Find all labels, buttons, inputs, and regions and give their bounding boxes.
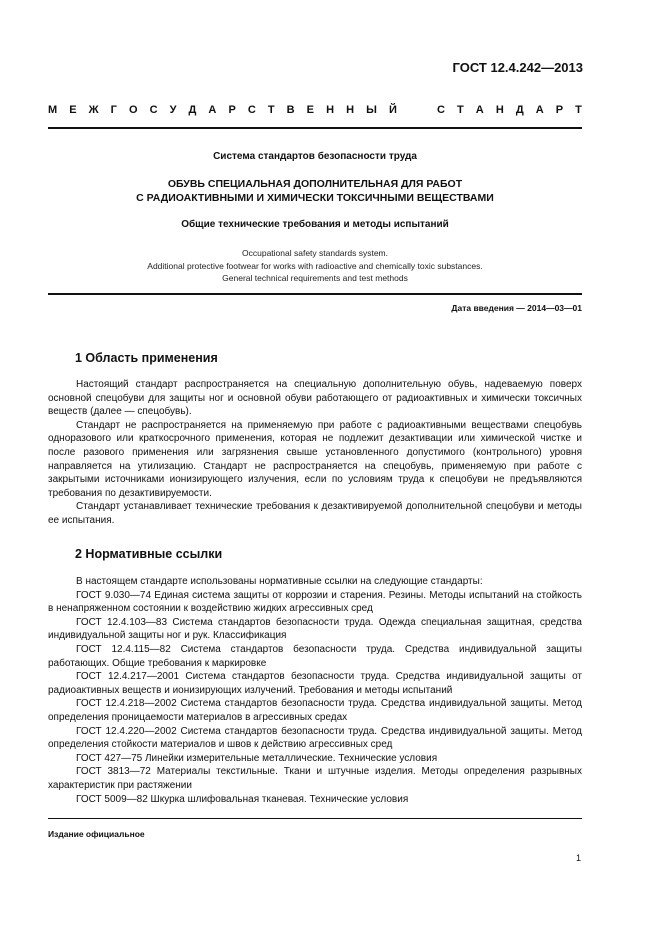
reference-item: ГОСТ 9.030—74 Единая система защиты от коррозии и старения. Резины. Методы испытаний на стойкость в ненапряженном состоянии к воздействию жидких агрессивных сред — [48, 589, 582, 615]
english-title — [48, 247, 582, 285]
english-line-2: Additional protective footwear for works with radioactive and chemically toxic substances. — [147, 260, 483, 271]
title-rule — [48, 293, 582, 295]
banner-letter: У — [169, 104, 177, 116]
reference-item: ГОСТ 12.4.103—83 Система стандартов безопасности труда. Одежда специальная защитная, средства индивидуальной защиты ног и рук. Классификация — [48, 616, 582, 642]
english-line-3: General technical requirements and test methods — [222, 273, 408, 283]
standards-series: Система стандартов безопасности труда — [213, 151, 417, 162]
banner-letter: В — [286, 104, 295, 116]
reference-item: ГОСТ 3813—72 Материалы текстильные. Ткани и штучные изделия. Методы определения разрывных характеристик при растяжении — [48, 766, 582, 791]
reference-item: ГОСТ 12.4.218—2002 Система стандартов безопасности труда. Средства индивидуальной защиты. Метод определения проницаемости материалов в агрессивных средах — [48, 698, 582, 723]
banner-letter: Й — [388, 104, 397, 116]
page-number: 1 — [575, 853, 581, 863]
banner-word-gap — [409, 104, 425, 116]
introduction-date: Дата введения — 2014—03—01 — [451, 303, 582, 313]
section-2-heading: 2 Нормативные ссылки — [75, 547, 223, 561]
banner-letter: Д — [515, 104, 524, 116]
banner-letter: С — [149, 104, 158, 116]
header-rule — [48, 127, 582, 129]
english-line-1: Occupational safety standards system. — [242, 248, 388, 258]
document-subtitle: Общие технические требования и методы испытаний — [181, 219, 449, 230]
section-2-body — [48, 575, 582, 806]
reference-item: ГОСТ 12.4.217—2001 Система стандартов безопасности труда. Средства индивидуальной защиты от радиоактивных веществ и ионизирующих излучений. Требования и методы испытаний — [48, 671, 582, 696]
banner-letter: Н — [326, 104, 335, 116]
banner-letter: С — [247, 104, 256, 116]
banner-letter: Н — [495, 104, 504, 116]
interstate-standard-banner — [48, 104, 582, 116]
banner-letter: О — [128, 104, 138, 116]
banner-letter: Е — [69, 104, 77, 116]
section-1-heading: 1 Область применения — [75, 351, 218, 365]
title-line-2: С РАДИОАКТИВНЫМИ И ХИМИЧЕСКИ ТОКСИЧНЫМИ ВЕЩЕСТВАМИ — [136, 192, 494, 204]
banner-letter: Ж — [88, 104, 99, 116]
banner-letter: Д — [188, 104, 197, 116]
banner-letter: М — [48, 104, 58, 116]
banner-letter: С — [436, 104, 445, 116]
banner-letter: А — [535, 104, 544, 116]
banner-letter: Г — [110, 104, 117, 116]
banner-letter: А — [208, 104, 217, 116]
banner-letter: Т — [267, 104, 275, 116]
reference-item: ГОСТ 5009—82 Шкурка шлифовальная тканевая. Технические условия — [76, 793, 409, 805]
section-1-paragraph: Настоящий стандарт распространяется на специальную дополнительную обувь, надеваемую поверх основной спецобуви для защиты ног и основной обуви работающего от радиоактивных и химически токсичных веществ (далее — спецобувь). — [48, 379, 582, 418]
banner-letter: Е — [306, 104, 315, 116]
banner-letter: Р — [555, 104, 564, 116]
banner-letter: Р — [228, 104, 236, 116]
banner-letter: Н — [346, 104, 355, 116]
title-line-1: ОБУВЬ СПЕЦИАЛЬНАЯ ДОПОЛНИТЕЛЬНАЯ ДЛЯ РАБОТ — [167, 178, 463, 190]
official-edition-label: Издание официальное — [48, 829, 145, 839]
document-title — [48, 177, 582, 205]
reference-item: ГОСТ 427—75 Линейки измерительные металлические. Технические условия — [76, 752, 438, 764]
section-1-body — [48, 378, 582, 528]
references-intro: В настоящем стандарте использованы нормативные ссылки на следующие стандарты: — [76, 576, 483, 587]
document-code: ГОСТ 12.4.242—2013 — [452, 60, 583, 75]
banner-letter: Ы — [366, 104, 377, 116]
banner-letter: Т — [457, 104, 464, 116]
section-1-paragraph: Стандарт устанавливает технические требования к дезактивируемой дополнительной спецобуви и методы ее испытания. — [48, 501, 582, 526]
reference-item: ГОСТ 12.4.115—82 Система стандартов безопасности труда. Средства индивидуальной защиты работающих. Общие требования к маркировке — [48, 643, 582, 669]
banner-letter: Т — [575, 104, 582, 116]
footer-rule — [48, 818, 582, 819]
reference-item: ГОСТ 12.4.220—2002 Система стандартов безопасности труда. Средства индивидуальной защиты. Метод определения стойкости материалов и швов к действию агрессивных сред — [48, 725, 582, 751]
section-1-paragraph: Стандарт не распространяется на применяемую при работе с радиоактивными веществами спецобувь одноразового или краткосрочного применения, которая не подлежит дезактивации или химической чистке и после разового применения или загрязнения свыше установленного допустимого (контрольного) уровня направляется на утилизацию. Стандарт не распространяется на спецобувь, применяемую при работе с закрытыми источниками ионизирующего излучения, если по условиям труда к спецобуви не предъявляются требования по дезактивируемости. — [48, 419, 582, 499]
banner-letter: А — [475, 104, 484, 116]
